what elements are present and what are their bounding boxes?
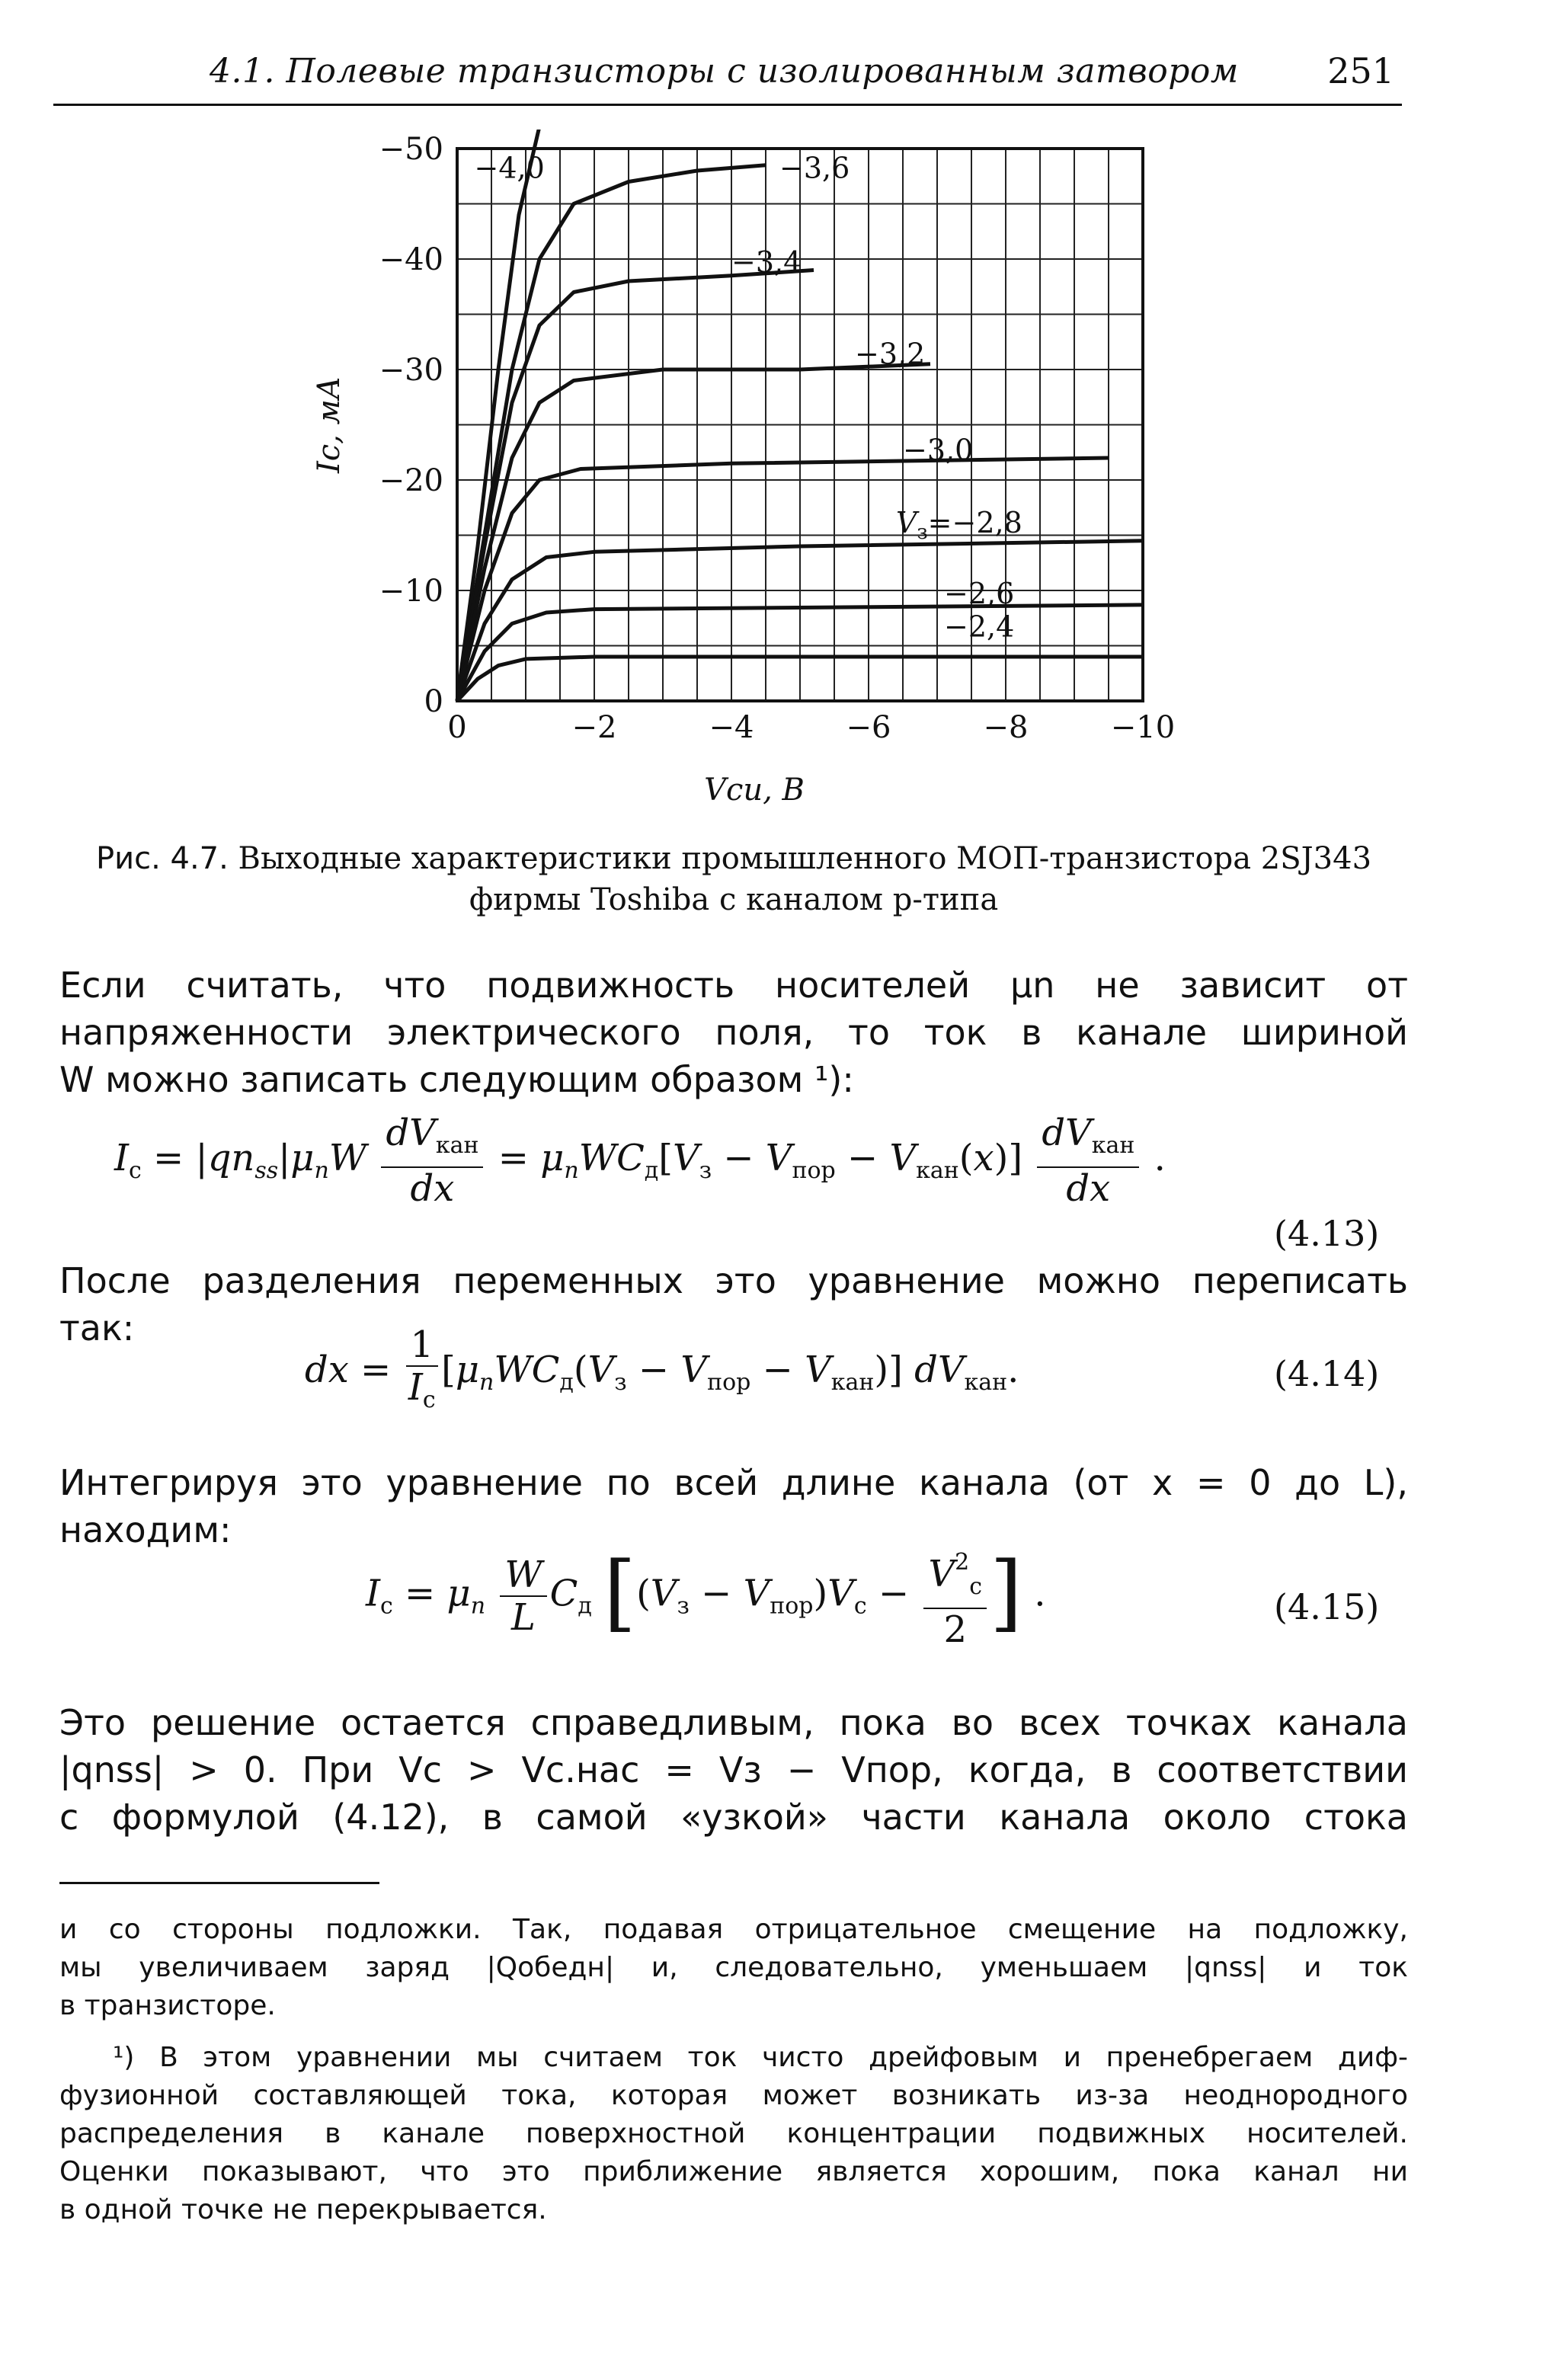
- series-curve: [457, 364, 930, 701]
- figure-caption: [59, 838, 1408, 920]
- equation-number: (4.15): [1274, 1586, 1380, 1627]
- footnote-line: в одной точке не перекрывается.: [59, 2194, 547, 2225]
- series-label: −3,6: [779, 151, 850, 185]
- text-line: Если считать, что подвижность носителей μn не зависит от: [59, 965, 1408, 1006]
- x-tick-label: 0: [447, 710, 467, 745]
- y-tick-label: −10: [379, 574, 443, 609]
- x-tick-label: −8: [983, 710, 1029, 745]
- page-number: 251: [1327, 50, 1394, 91]
- figure-4-7: [259, 130, 1219, 815]
- y-tick-label: −20: [379, 463, 443, 498]
- series-label: −3,2: [855, 337, 926, 371]
- y-tick-label: 0: [424, 684, 443, 719]
- footnote-1: [59, 2039, 1408, 2229]
- paragraph-4: [59, 1699, 1408, 1841]
- footnote-continuation: [59, 1911, 1408, 2025]
- equation-4-15: $I_с = \mu_n$ $\frac{W}{L}$ $C_д$ [$(V_з - V_{пор})V_с$ − $\frac{V^2_с}{2}$ ] .: [366, 1543, 1046, 1651]
- x-tick-label: −4: [709, 710, 754, 745]
- paragraph-3: [59, 1459, 1408, 1553]
- x-axis-label: Vси, В: [704, 773, 805, 808]
- equation-4-13: $I_с = |qn_{ss}|\mu_nW$ $\frac{dV_{кан}}{dx}$ = $\mu_nWC_д[V_з - V_{пор} - V_{кан}(x)]$ $\frac{dV_{кан}}{dx}$ .: [114, 1112, 1166, 1210]
- x-tick-label: −2: [571, 710, 617, 745]
- series-label: $V_з=-2,8$: [896, 506, 1022, 545]
- caption-label: Рис. 4.7.: [95, 841, 229, 876]
- footnote-line: мы увеличиваем заряд |Qобедн| и, следовательно, уменьшаем |qnss| и ток: [59, 1952, 1408, 1983]
- x-tick-label: −6: [846, 710, 891, 745]
- series-curve: [457, 165, 766, 701]
- text-line: так:: [59, 1307, 135, 1349]
- equation-number: (4.13): [1274, 1213, 1380, 1254]
- footnote-line: и со стороны подложки. Так, подавая отрицательное смещение на подложку,: [59, 1914, 1408, 1945]
- text-line: После разделения переменных это уравнение можно переписать: [59, 1260, 1408, 1301]
- text-line: Это решение остается справедливым, пока во всех точках канала: [59, 1702, 1408, 1743]
- series-label: −2,4: [944, 610, 1015, 644]
- paragraph-1: [59, 962, 1408, 1103]
- series-label: −3,4: [731, 245, 802, 279]
- header-rule: [53, 104, 1402, 106]
- y-axis-label: Iс, мА: [312, 376, 347, 474]
- y-tick-label: −40: [379, 242, 443, 277]
- text-line: с формулой (4.12), в самой «узкой» части канала около стока: [59, 1797, 1408, 1838]
- footnote-rule: [59, 1882, 379, 1884]
- y-tick-label: −30: [379, 353, 443, 388]
- text-line: W можно записать следующим образом ¹):: [59, 1059, 854, 1100]
- footnote-line: ¹) В этом уравнении мы считаем ток чисто дрейфовым и пренебрегаем диф-: [113, 2042, 1408, 2073]
- y-tick-label: −50: [379, 132, 443, 167]
- text-line: находим:: [59, 1509, 232, 1550]
- series-label: −4,0: [474, 151, 545, 185]
- series-label: −3,0: [903, 433, 974, 467]
- series-label: −2,6: [944, 576, 1015, 610]
- equation-4-14: dx = $\frac{1}{I_с}$ $[\mu_nWC_д(V_з - V_{пор} - V_{кан})]$ $dV_{кан}$.: [305, 1323, 1019, 1413]
- caption-text: Выходные характеристики промышленного МОП-транзистора 2SJ343 фирмы Toshiba с каналом p-типа: [238, 841, 1372, 917]
- text-line: Интегрируя это уравнение по всей длине канала (от x = 0 до L),: [59, 1462, 1408, 1503]
- series-curve: [457, 270, 814, 702]
- footnote-line: Оценки показывают, что это приближение является хорошим, пока канал ни: [59, 2156, 1408, 2187]
- running-head: [53, 50, 1402, 107]
- output-characteristics-chart: [259, 130, 1219, 815]
- text-line: |qnss| > 0. При Vс > Vс.нас = Vз − Vпор, когда, в соответствии: [59, 1749, 1408, 1790]
- text-line: напряженности электрического поля, то ток в канале шириной: [59, 1012, 1408, 1053]
- footnote-line: фузионной составляющей тока, которая может возникать из-за неоднородного: [59, 2080, 1408, 2111]
- x-tick-label: −10: [1110, 710, 1176, 745]
- running-head-title: 4.1. Полевые транзисторы с изолированным затвором: [210, 52, 1239, 91]
- equation-number: (4.14): [1274, 1353, 1380, 1394]
- footnote-line: в транзисторе.: [59, 1990, 276, 2021]
- footnote-line: распределения в канале поверхностной концентрации подвижных носителей.: [59, 2118, 1408, 2149]
